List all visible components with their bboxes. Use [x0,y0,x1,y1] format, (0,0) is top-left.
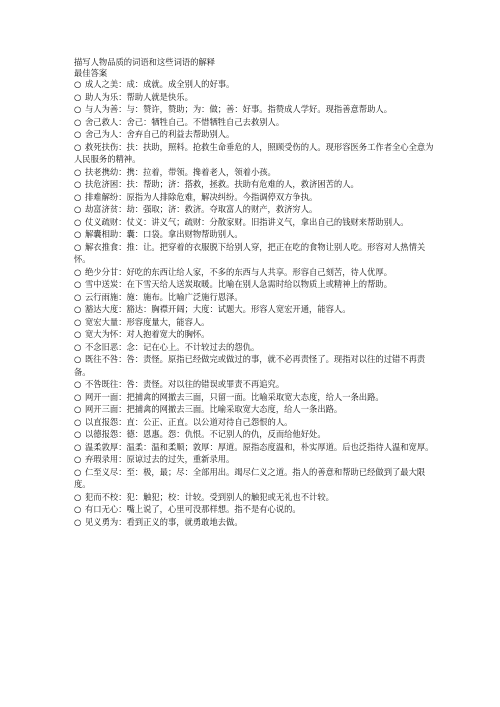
circle-bullet-icon: ○ [74,491,82,502]
entry-text: 解衣推食：推：让。把穿着的衣服脱下给别人穿，把正在吃的食物让别人吃。形容对人热情关怀。 [74,241,426,265]
entry-text: 温柔敦厚：温柔：温和柔顺；敦厚：厚道。原指态度温和，朴实厚道。后也泛指待人温和宽厚。 [85,441,434,452]
circle-bullet-icon: ○ [74,341,82,352]
circle-bullet-icon: ○ [74,441,82,452]
circle-bullet-icon: ○ [74,91,82,102]
circle-bullet-icon: ○ [74,404,82,415]
entry-text: 仗义疏财：仗义：讲义气；疏财：分散家财。旧指讲义气，拿出自己的钱财来帮助别人。 [85,216,409,227]
circle-bullet-icon: ○ [74,279,82,290]
circle-bullet-icon: ○ [74,79,82,90]
list-item [74,78,434,91]
list-item [74,441,434,454]
circle-bullet-icon: ○ [74,291,82,302]
circle-bullet-icon: ○ [74,204,82,215]
list-item [74,503,434,516]
entry-text: 扶老携幼：携：拉着，带领。搀着老人，领着小孩。 [85,166,276,177]
circle-bullet-icon: ○ [74,104,82,115]
entry-text: 助人为乐：帮助人就是快乐。 [85,91,193,102]
entry-text: 舍己救人：舍己：牺牲自己。不惜牺牲自己去救别人。 [85,116,285,127]
circle-bullet-icon: ○ [74,354,82,365]
entry-text: 宽宏大量：形容度量大，能容人。 [85,316,210,327]
circle-bullet-icon: ○ [74,116,82,127]
circle-bullet-icon: ○ [74,216,82,227]
list-item [74,491,434,504]
list-item [74,278,434,291]
list-item [74,266,434,279]
entry-text: 排难解纷：原指为人排除危难，解决纠纷。今指调停双方争执。 [85,191,318,202]
circle-bullet-icon: ○ [74,516,82,527]
list-item [74,241,434,266]
entry-text: 不咎既往：咎：责怪。对以往的错误或罪责不再追究。 [85,379,285,390]
entry-text: 救死扶伤：扶：扶助，照料。抢救生命垂危的人，照顾受伤的人。现形容医务工作者全心全意为人民服务的精神。 [74,141,434,165]
entry-text: 见义勇为：看到正义的事，就勇敢地去做。 [85,516,243,527]
document-title: 描写人物品质的词语和这些词语的解释 [74,57,216,67]
circle-bullet-icon: ○ [74,316,82,327]
list-item [74,191,434,204]
entry-text: 有口无心：嘴上说了，心里可没那样想。指不是有心说的。 [85,504,301,515]
list-item [74,328,434,341]
list-item [74,428,434,441]
entry-text: 弃瑕录用：原谅过去的过失，重新录用。 [85,454,235,465]
list-item [74,378,434,391]
list-item [74,353,434,378]
list-item [74,203,434,216]
list-item [74,466,434,491]
circle-bullet-icon: ○ [74,454,82,465]
entry-text: 舍己为人：舍弃自己的利益去帮助别人。 [85,129,235,140]
list-item [74,216,434,229]
list-item [74,228,434,241]
entry-text: 以德报怨：德：恩惠。怨：仇恨。不记别人的仇，反而给他好处。 [85,429,326,440]
list-item [74,116,434,129]
circle-bullet-icon: ○ [74,166,82,177]
entry-text: 雪中送炭：在下雪天给人送炭取暖。比喻在别人急需时给以物质上或精神上的帮助。 [85,279,392,290]
circle-bullet-icon: ○ [74,191,82,202]
list-item [74,403,434,416]
circle-bullet-icon: ○ [74,466,82,477]
circle-bullet-icon: ○ [74,391,82,402]
entry-text: 不念旧恶：念：记在心上。不计较过去的怨仇。 [85,341,260,352]
list-item [74,91,434,104]
entry-text: 仁至义尽：至：极，最；尽：全部用出。竭尽仁义之道。指人的善意和帮助已经做到了最大限度。 [74,466,426,490]
entry-text: 扶危济困：扶：帮助；济：搭救，拯救。扶助有危难的人，救济困苦的人。 [85,179,359,190]
entry-text: 豁达大度：豁达：胸襟开阔；大度：试题大。形容人宽宏开通，能容人。 [85,304,351,315]
entry-text: 网开一面：把捕禽的网撤去三面，只留一面。比喻采取宽大态度，给人一条出路。 [85,391,384,402]
entry-text: 宽大为怀：对人抱着宽大的胸怀。 [85,329,210,340]
idiom-list [74,78,434,528]
list-item [74,416,434,429]
list-item [74,178,434,191]
list-item [74,516,434,529]
best-answer-label: 最佳答案 [74,67,108,78]
list-item [74,103,434,116]
circle-bullet-icon: ○ [74,179,82,190]
circle-bullet-icon: ○ [74,304,82,315]
list-item [74,141,434,166]
circle-bullet-icon: ○ [74,266,82,277]
circle-bullet-icon: ○ [74,229,82,240]
entry-text: 以直报怨：直：公正、正直。以公道对待自己怨恨的人。 [85,416,293,427]
entry-text: 绝少分甘：好吃的东西让给人家，不多的东西与人共享。形容自己刻苦，待人优厚。 [85,266,392,277]
entry-text: 解囊相助：囊：口袋。拿出财物帮助别人。 [85,229,243,240]
list-item [74,303,434,316]
entry-text: 成人之美：成：成就。成全别人的好事。 [85,79,235,90]
list-item [74,391,434,404]
circle-bullet-icon: ○ [74,129,82,140]
entry-text: 既往不咎：咎：责怪。原指已经做完或做过的事，就不必再责怪了。现指对以往的过错不再责备。 [74,354,426,377]
circle-bullet-icon: ○ [74,429,82,440]
circle-bullet-icon: ○ [74,379,82,390]
circle-bullet-icon: ○ [74,241,82,252]
list-item [74,341,434,354]
circle-bullet-icon: ○ [74,504,82,515]
entry-text: 与人为善：与：赞许，赞助；为：做；善：好事。指赞成人学好。现指善意帮助人。 [85,104,392,115]
list-item [74,453,434,466]
circle-bullet-icon: ○ [74,141,82,152]
entry-text: 云行雨施：施：施布。比喻广泛施行恩泽。 [85,291,243,302]
circle-bullet-icon: ○ [74,416,82,427]
list-item [74,166,434,179]
list-item [74,291,434,304]
list-item [74,316,434,329]
circle-bullet-icon: ○ [74,329,82,340]
list-item [74,128,434,141]
entry-text: 网开三面：把捕禽的网撤去三面。比喻采取宽大态度，给人一条出路。 [85,404,343,415]
entry-text: 劫富济贫：劫：强取；济：救济。夺取富人的财产，救济穷人。 [85,204,318,215]
entry-text: 犯而不校：犯：触犯；校：计较。受到别人的触犯或无礼也不计较。 [85,491,334,502]
